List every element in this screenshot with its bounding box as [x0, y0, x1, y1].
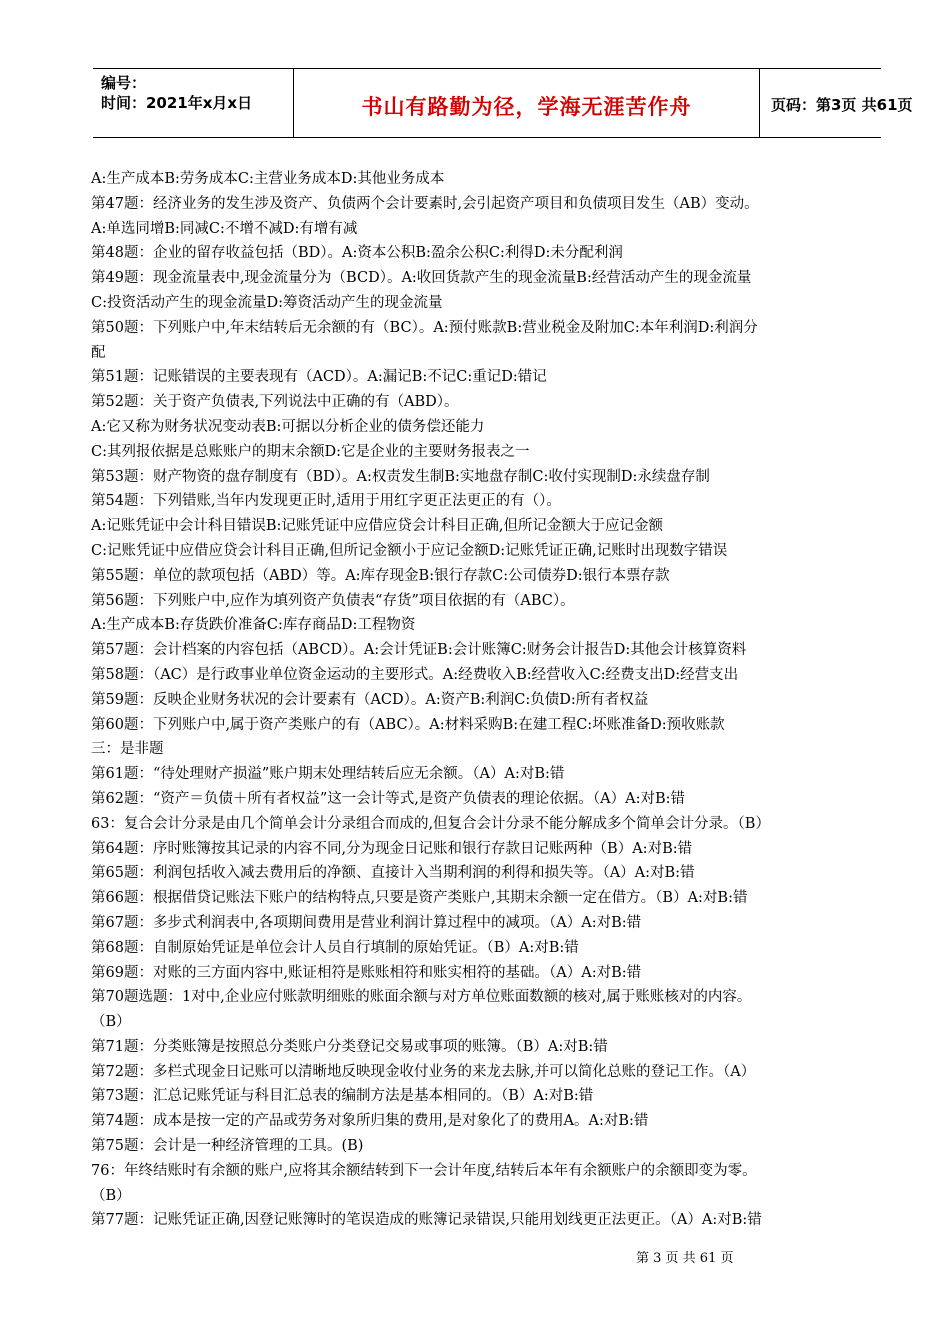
text-line: 第68题：自制原始凭证是单位会计人员自行填制的原始凭证。（B）A:对B:错 — [91, 939, 579, 956]
text-line: C:其列报依据是总账账户的期末余额D:它是企业的主要财务报表之一 — [91, 443, 530, 460]
text-line: 第59题：反映企业财务状况的会计要素有（ACD）。A:资产B:利润C:负债D:所有者权益 — [91, 691, 649, 708]
text-line: 第49题：现金流量表中,现金流量分为（BCD）。A:收回货款产生的现金流量B:经营活动产生的现金流量 — [91, 270, 752, 287]
header-motto: 书山有路勤为径，学海无涯苦作舟 — [361, 95, 692, 119]
text-line: 配 — [91, 344, 106, 361]
text-line: C:记账凭证中应借应贷会计科目正确,但所记金额小于应记金额D:记账凭证正确,记账时出现数字错误 — [91, 542, 728, 559]
header-motto-cell — [293, 69, 760, 137]
text-line: 第66题：根据借贷记账法下账户的结构特点,只要是资产类账户,其期末余额一定在借方。（B）A:对B:错 — [91, 890, 748, 907]
text-line: 第67题：多步式利润表中,各项期间费用是营业利润计算过程中的减项。（A）A:对B:错 — [91, 914, 642, 931]
text-line: 第51题：记账错误的主要表现有（ACD）。A:漏记B:不记C:重记D:错记 — [91, 369, 547, 386]
text-line: 第75题：会计是一种经济管理的工具。(B) — [91, 1138, 364, 1155]
text-line: A:它又称为财务状况变动表B:可据以分析企业的债务偿还能力 — [91, 418, 485, 435]
document-number-label: 编号： — [101, 74, 147, 92]
text-line: 第48题：企业的留存收益包括（BD）。A:资本公积B:盈余公积C:利得D:未分配利润 — [91, 245, 623, 262]
text-line: 第73题：汇总记账凭证与科目汇总表的编制方法是基本相同的。（B）A:对B:错 — [91, 1088, 594, 1105]
header-page-info: 页码：第3页 共61页 — [771, 96, 913, 114]
text-line: （B） — [91, 1014, 131, 1031]
text-line: 63：复合会计分录是由几个简单会计分录组合而成的,但复合会计分录不能分解成多个简单会计分录。（B） — [91, 815, 770, 832]
text-line: 第77题：记账凭证正确,因登记账簿时的笔误造成的账簿记录错误,只能用划线更正法更正。（A）A:对B:错 — [91, 1212, 762, 1229]
text-line: 第72题：多栏式现金日记账可以清晰地反映现金收付业务的来龙去脉,并可以简化总账的登记工作。（A） — [91, 1063, 756, 1080]
text-line: 第69题：对账的三方面内容中,账证相符是账账相符和账实相符的基础。（A）A:对B:错 — [91, 964, 642, 981]
text-line: 第50题：下列账户中,年末结转后无余额的有（BC）。A:预付账款B:营业税金及附加C:本年利润D:利润分 — [91, 319, 758, 336]
document-body — [91, 167, 881, 1233]
text-line: 76：年终结账时有余额的账户,应将其余额结转到下一会计年度,结转后本年有余额账户的余额即变为零。 — [91, 1162, 757, 1179]
text-line: C:投资活动产生的现金流量D:筹资活动产生的现金流量 — [91, 294, 443, 311]
text-line: 第62题：“资产＝负债＋所有者权益”这一会计等式,是资产负债表的理论依据。（A）A:对B:错 — [91, 790, 686, 807]
page-header — [93, 68, 913, 138]
text-line: 第47题：经济业务的发生涉及资产、负债两个会计要素时,会引起资产项目和负债项目发生（AB）变动。 — [91, 195, 759, 212]
page-footer: 第 3 页 共 61 页 — [636, 1251, 734, 1266]
text-line: 第53题：财产物资的盘存制度有（BD）。A:权责发生制B:实地盘存制C:收付实现制D:永续盘存制 — [91, 468, 710, 485]
text-line: （B） — [91, 1187, 131, 1204]
header-page-cell — [759, 69, 913, 137]
text-line: 三：是非题 — [91, 741, 164, 758]
text-line: 第57题：会计档案的内容包括（ABCD）。A:会计凭证B:会计账簿C:财务会计报告D:其他会计核算资料 — [91, 642, 747, 659]
text-line: 第54题：下列错账,当年内发现更正时,适用于用红字更正法更正的有（）。 — [91, 493, 561, 510]
text-line: 第74题：成本是按一定的产品或劳务对象所归集的费用,是对象化了的费用A。A:对B:错 — [91, 1113, 649, 1130]
document-time-label: 时间：2021年x月x日 — [101, 94, 253, 112]
text-line: 第65题：利润包括收入减去费用后的净额、直接计入当期利润的利得和损失等。（A）A:对B:错 — [91, 865, 695, 882]
header-meta — [93, 69, 293, 137]
text-line: 第60题：下列账户中,属于资产类账户的有（ABC）。A:材料采购B:在建工程C:坏账准备D:预收账款 — [91, 716, 725, 733]
text-line: 第70题选题：1对中,企业应付账款明细账的账面余额与对方单位账面数额的核对,属于账账核对的内容。 — [91, 989, 752, 1006]
text-line: 第64题：序时账簿按其记录的内容不同,分为现金日记账和银行存款日记账两种（B）A:对B:错 — [91, 840, 693, 857]
text-line: 第71题：分类账簿是按照总分类账户分类登记交易或事项的账簿。（B）A:对B:错 — [91, 1038, 608, 1055]
text-line: 第56题：下列账户中,应作为填列资产负债表“存货”项目依据的有（ABC）。 — [91, 592, 575, 609]
text-line: A:生产成本B:存货跌价准备C:库存商品D:工程物资 — [91, 617, 416, 634]
text-line: A:单选同增B:同减C:不增不减D:有增有减 — [91, 220, 358, 237]
text-line: A:生产成本B:劳务成本C:主营业务成本D:其他业务成本 — [91, 171, 445, 187]
text-line: 第61题：“待处理财产损溢”账户期末处理结转后应无余额。（A）A:对B:错 — [91, 766, 565, 783]
text-line: 第55题：单位的款项包括（ABD）等。A:库存现金B:银行存款C:公司债券D:银行本票存款 — [91, 567, 670, 584]
text-line: A:记账凭证中会计科目错误B:记账凭证中应借应贷会计科目正确,但所记金额大于应记金额 — [91, 518, 664, 535]
text-line: 第58题：（AC）是行政事业单位资金运动的主要形式。A:经费收入B:经营收入C:经费支出D:经营支出 — [91, 666, 739, 683]
text-line: 第52题：关于资产负债表,下列说法中正确的有（ABD）。 — [91, 394, 459, 411]
